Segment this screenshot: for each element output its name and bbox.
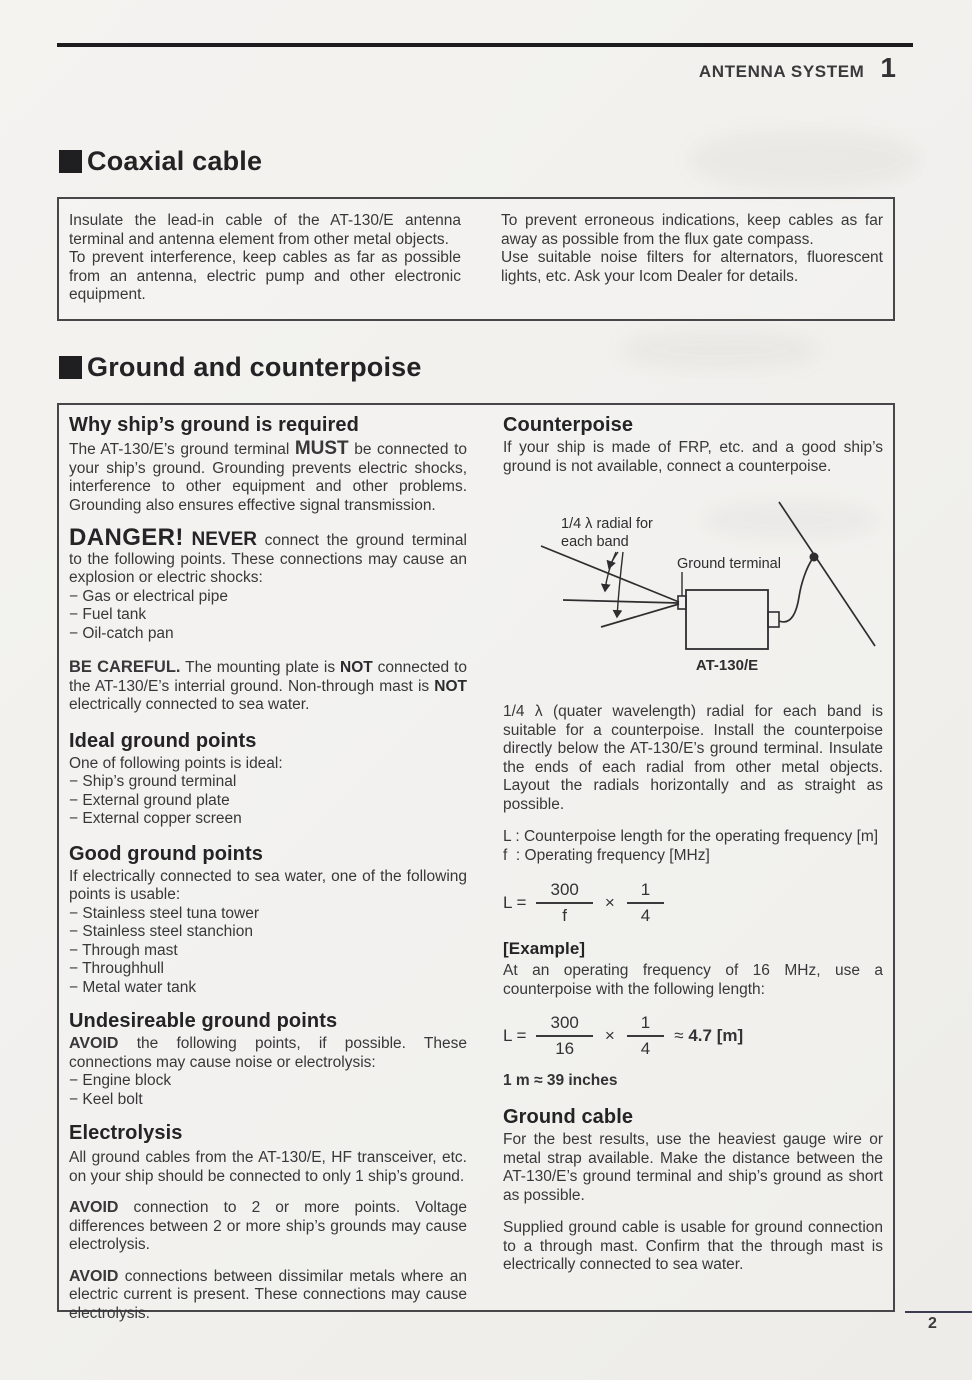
ground-terminal-square — [678, 596, 686, 609]
why-ground-paragraph — [69, 440, 467, 515]
avoid-text: connection to 2 or more points. Voltage differences between 2 or more ship’s grounds may cause electrolysis. — [69, 1199, 467, 1253]
meter-inch-conversion: 1 m ≈ 39 inches — [503, 1072, 618, 1090]
header-title: ANTENNA SYSTEM — [698, 62, 865, 81]
fraction-denominator: 4 — [640, 905, 651, 925]
ideal-list-item: − Ship’s ground terminal — [69, 773, 237, 790]
danger-list-item: − Fuel tank — [69, 606, 147, 623]
square-bullet-icon — [59, 150, 82, 173]
avoid-connection-paragraph — [69, 1199, 467, 1255]
danger-emphasis: DANGER! — [69, 524, 184, 551]
coaxial-paragraph: Insulate the lead-in cable of the AT-130/E antenna terminal and antenna element from other metal objects. — [69, 212, 461, 248]
undesirable-list-item: − Engine block — [69, 1072, 172, 1089]
example-formula — [503, 1013, 883, 1058]
ground-right-column — [503, 413, 883, 1310]
ground-terminal-label: Ground terminal — [677, 556, 781, 572]
radial-paragraph: 1/4 λ (quater wavelength) radial for each band is suitable for a counterpoise. Install the counterpoise directly below the AT-130/E’s ground terminal. Insulate the ends of each radial from other metal objects. Layout the radials horizontally and as straight as possible. — [503, 703, 883, 813]
avoid-dissimilar-paragraph — [69, 1268, 467, 1324]
electrolysis-paragraph: All ground cables from the AT-130/E, HF transceiver, etc. on your ship should be connected to only 1 ship’s ground. — [69, 1149, 467, 1185]
ground-title-text: Ground and counterpoise — [87, 352, 422, 382]
undesirable-paragraph — [69, 1035, 467, 1072]
counterpoise-paragraph: If your ship is made of FRP, etc. and a good ship’s ground is not available, connect a counterpoise. — [503, 439, 883, 475]
ground-cable-paragraph: Supplied ground cable is usable for ground connection to a through mast. Confirm that the through mast is electrically connected to sea water. — [503, 1219, 883, 1274]
ideal-list-item: − External ground plate — [69, 791, 230, 809]
square-bullet-icon — [59, 356, 82, 379]
coaxial-section-title — [59, 146, 262, 177]
fraction — [536, 1013, 592, 1058]
ground-section-title — [59, 352, 422, 383]
page-header — [699, 52, 896, 84]
radial-label: each band — [561, 534, 629, 550]
fraction-numerator: 1 — [627, 1013, 664, 1037]
why-ground-heading: Why ship’s ground is required — [69, 414, 359, 436]
formula-lhs: L = — [503, 1025, 527, 1045]
undesirable-text: the following points, if possible. These connections may cause noise or electrolysis: — [69, 1035, 467, 1071]
danger-list-item: − Gas or electrical pipe — [69, 587, 228, 605]
example-paragraph: At an operating frequency of 16 MHz, use a counterpoise with the following length: — [503, 962, 883, 998]
ideal-ground-intro: One of following points is ideal: — [69, 754, 283, 772]
ideal-list-item: − External copper screen — [69, 810, 242, 827]
fraction — [536, 880, 592, 925]
top-rule — [57, 43, 913, 47]
good-list-item: − Throughhull — [69, 960, 164, 977]
formula-result — [674, 1026, 743, 1046]
danger-text: connect the ground terminal to the following points. These connections may cause an explosion or electric shocks: — [69, 532, 467, 586]
undesirable-list-item: − Keel bolt — [69, 1090, 143, 1108]
ground-cable-paragraph: For the best results, use the heaviest gauge wire or metal strap available. Make the distance between the AT-130/E’s ground terminal and ship’s ground as short as possible. — [503, 1131, 883, 1204]
example-heading: [Example] — [503, 939, 586, 959]
counterpoise-diagram — [503, 496, 885, 686]
counterpoise-formula — [503, 880, 883, 925]
chapter-number: 1 — [880, 52, 896, 83]
ground-content-box — [57, 403, 895, 1322]
scan-smudge — [620, 330, 820, 370]
antenna-element-line — [779, 502, 875, 646]
avoid-emphasis: AVOID — [69, 1267, 119, 1285]
good-list-item: − Metal water tank — [69, 978, 197, 996]
radial-label: 1/4 λ radial for — [561, 516, 653, 532]
f-definition: f : Operating frequency [MHz] — [503, 847, 710, 864]
fraction — [627, 1013, 664, 1058]
ground-cable-heading: Ground cable — [503, 1106, 634, 1129]
tuner-box — [686, 590, 768, 649]
ground-left-column — [69, 413, 467, 1322]
footer-rule — [905, 1311, 972, 1313]
multiply-sign: × — [604, 1025, 615, 1045]
coaxial-right-column — [501, 212, 883, 319]
radial-line — [563, 600, 679, 603]
radial-line — [541, 546, 679, 602]
page-number: 2 — [928, 1315, 937, 1332]
good-ground-heading: Good ground points — [69, 842, 263, 865]
counterpoise-heading: Counterpoise — [503, 414, 634, 436]
coaxial-paragraph: Use suitable noise filters for alternators, fluorescent lights, etc. Ask your Icom Dealer for details. — [501, 249, 883, 285]
good-list-item: − Through mast — [69, 941, 178, 959]
avoid-emphasis: AVOID — [69, 1199, 119, 1216]
good-list-item: − Stainless steel tuna tower — [69, 904, 259, 922]
scan-smudge — [690, 130, 920, 190]
fraction-denominator: f — [562, 905, 568, 925]
ideal-ground-heading: Ideal ground points — [69, 729, 257, 752]
feed-cable — [779, 558, 813, 622]
be-careful-text: electrically connected to sea water. — [69, 696, 310, 713]
why-text: be connected to your ship’s ground. Grounding prevents electric shocks, interference to other equipment and other problems. Grounding also ensures effective signal transmission. — [69, 441, 467, 514]
undesirable-ground-heading: Undesireable ground points — [69, 1010, 338, 1032]
coaxial-note-box — [57, 197, 895, 321]
good-ground-intro: If electrically connected to sea water, one of the following points is usable: — [69, 867, 467, 903]
radial-line — [601, 604, 679, 627]
antenna-connector — [768, 612, 779, 627]
unit-label: AT-130/E — [695, 657, 759, 674]
coaxial-title-text: Coaxial cable — [87, 146, 263, 176]
fraction — [627, 880, 664, 925]
fraction-numerator: 300 — [536, 1013, 592, 1037]
be-careful-emphasis: BE CAREFUL. — [69, 658, 181, 676]
result-value: 4.7 [m] — [688, 1025, 744, 1045]
be-careful-text: The mounting plate is — [180, 659, 341, 676]
danger-list-item: − Oil-catch pan — [69, 624, 174, 642]
must-emphasis: MUST — [294, 438, 349, 459]
fraction-denominator: 4 — [640, 1038, 651, 1058]
danger-paragraph — [69, 524, 467, 588]
multiply-sign: × — [604, 892, 615, 912]
avoid-text: connections between dissimilar metals where an electric current is present. These connections may cause electrolysis. — [69, 1267, 467, 1322]
not-emphasis: NOT — [434, 677, 467, 695]
formula-lhs: L = — [503, 892, 527, 912]
fraction-denominator: 16 — [555, 1038, 575, 1058]
electrolysis-heading: Electrolysis — [69, 1122, 183, 1144]
avoid-emphasis: AVOID — [69, 1035, 119, 1052]
fraction-numerator: 1 — [627, 880, 664, 904]
coaxial-paragraph: To prevent erroneous indications, keep cables as far away as possible from the flux gate compass. — [501, 212, 883, 248]
l-definition: L : Counterpoise length for the operating frequency [m] — [503, 828, 879, 845]
why-text: The AT-130/E’s ground terminal — [69, 441, 295, 458]
never-emphasis: NEVER — [191, 529, 257, 550]
coaxial-paragraph: To prevent interference, keep cables as far as possible from an antenna, electric pump and other electronic equipment. — [69, 249, 461, 303]
be-careful-text: connected to the AT-130/E’s interrial ground. Non-through mast is — [69, 659, 467, 695]
label-arrow — [617, 552, 623, 617]
good-list-item: − Stainless steel stanchion — [69, 923, 253, 940]
be-careful-paragraph — [69, 658, 467, 715]
not-emphasis: NOT — [340, 659, 373, 676]
fraction-numerator: 300 — [536, 880, 592, 904]
approx-sign: ≈ — [674, 1025, 684, 1045]
coaxial-left-column — [69, 212, 461, 319]
